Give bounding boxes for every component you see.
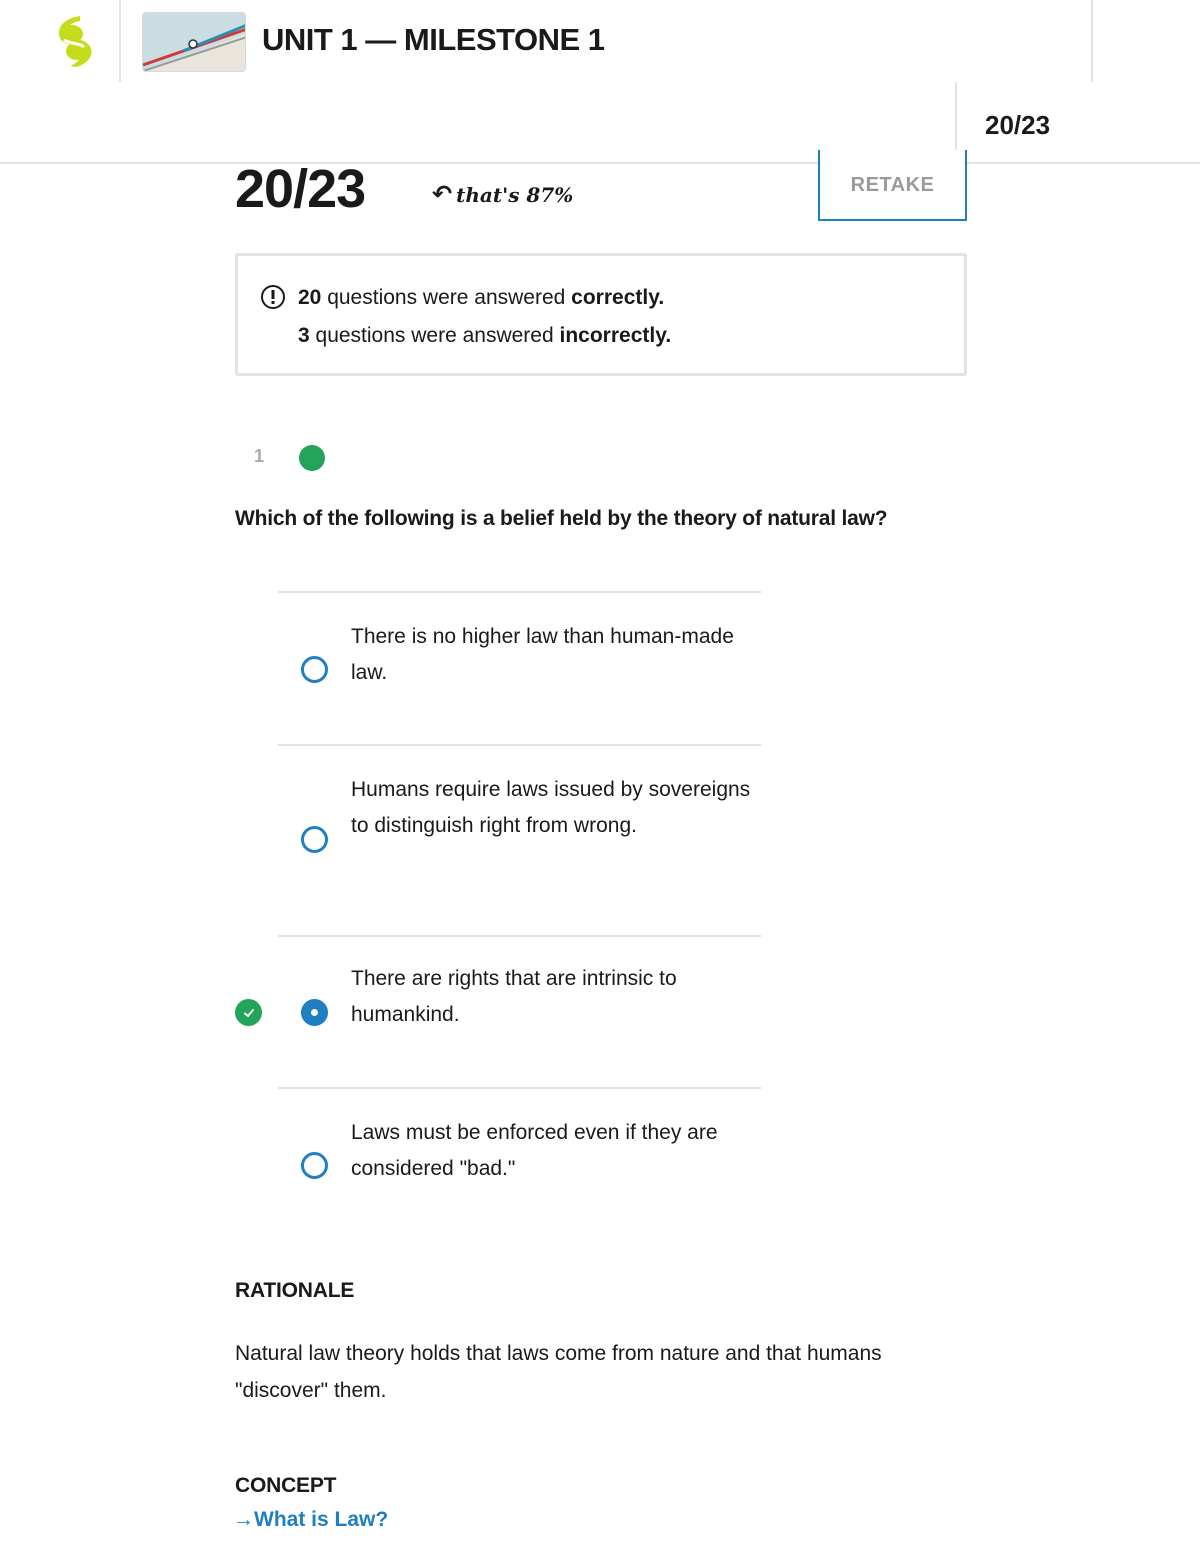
option-radio-1[interactable] xyxy=(301,656,328,683)
option-radio-2[interactable] xyxy=(301,826,328,853)
option-radio-4[interactable] xyxy=(301,1152,328,1179)
option-divider xyxy=(278,591,761,593)
option-divider xyxy=(278,744,761,746)
correct-answer-check-icon xyxy=(235,999,262,1026)
curved-arrow-left-icon: ↶ xyxy=(432,180,453,208)
rationale-text: Natural law theory holds that laws come from nature and that humans "discover" them. xyxy=(235,1342,882,1402)
score-percentage-text: that's 87% xyxy=(456,183,574,207)
option-divider xyxy=(278,1087,761,1089)
course-thumbnail-image xyxy=(142,12,246,72)
option-radio-3[interactable] xyxy=(301,999,328,1026)
concept-link-label: What is Law? xyxy=(254,1508,389,1531)
correct-summary: 20 questions were answered correctly. xyxy=(298,286,665,309)
score-bar xyxy=(0,82,1200,164)
sophia-logo-icon[interactable] xyxy=(50,14,98,68)
incorrect-summary: 3 questions were answered incorrectly. xyxy=(298,324,672,347)
header-divider xyxy=(119,0,121,82)
option-text-1: There is no higher law than human-made law. xyxy=(351,625,734,684)
header-divider xyxy=(1091,0,1093,82)
info-icon xyxy=(260,284,286,310)
concept-heading: CONCEPT xyxy=(235,1474,337,1497)
retake-button[interactable]: RETAKE xyxy=(818,150,967,221)
score-summary: 20/23 xyxy=(985,110,1051,140)
option-text-3: There are rights that are intrinsic to humankind. xyxy=(351,967,677,1026)
final-score: 20/23 xyxy=(235,159,366,219)
option-text-4: Laws must be enforced even if they are considered "bad." xyxy=(351,1121,718,1180)
option-text-2: Humans require laws issued by sovereigns to distinguish right from wrong. xyxy=(351,778,751,837)
app-header xyxy=(0,0,1200,82)
question-number: 1 xyxy=(254,446,265,466)
option-divider xyxy=(278,935,761,937)
score-percentage xyxy=(432,180,573,208)
question-text: Which of the following is a belief held by the theory of natural law? xyxy=(235,507,888,530)
question-status-correct-icon xyxy=(299,445,325,471)
rationale-heading: RATIONALE xyxy=(235,1279,355,1302)
page-title: UNIT 1 — MILESTONE 1 xyxy=(262,22,605,57)
results-summary-box xyxy=(235,253,967,376)
concept-link[interactable] xyxy=(233,1508,388,1532)
arrow-right-icon: → xyxy=(233,1508,254,1531)
